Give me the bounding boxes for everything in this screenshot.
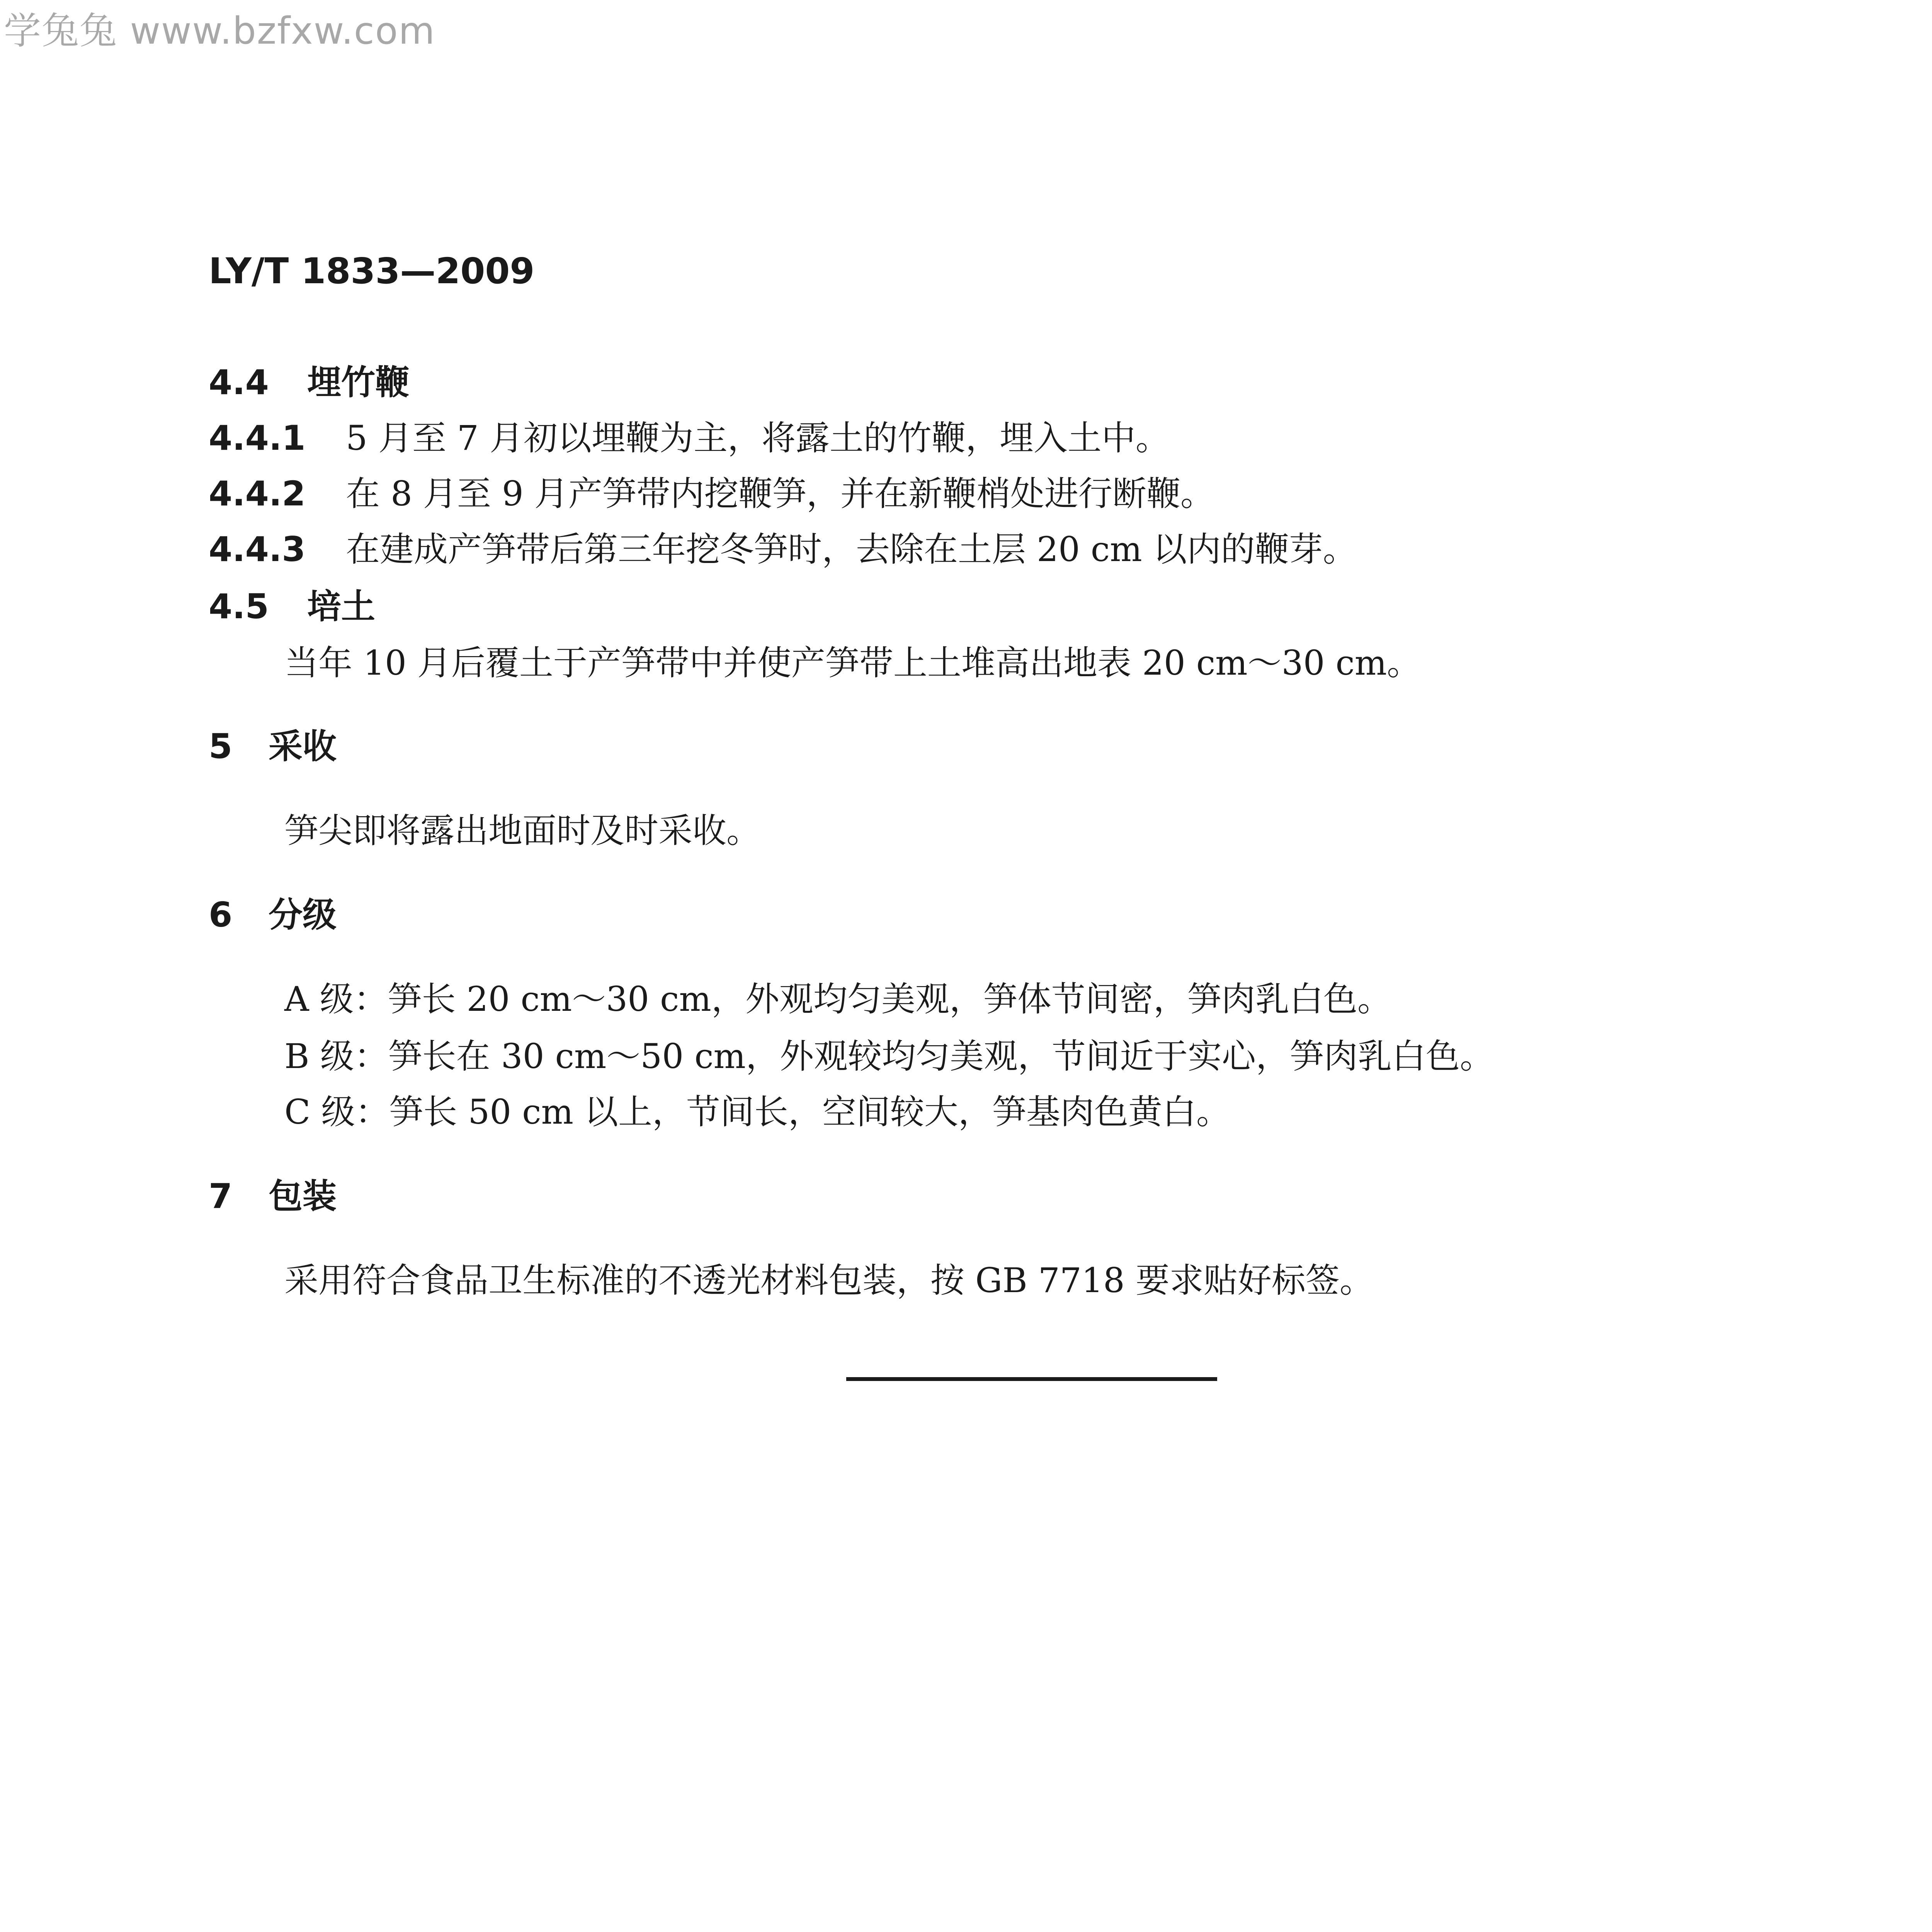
- clause-number: 4.4.3: [209, 529, 306, 569]
- section-number: 7: [209, 1176, 233, 1216]
- section-title: 埋竹鞭: [307, 362, 410, 402]
- grade-a: A 级：笋长 20 cm～30 cm，外观均匀美观，笋体节间密，笋肉乳白色。: [284, 979, 1391, 1019]
- clause-text: 在建成产笋带后第三年挖冬笋时，去除在土层 20 cm 以内的鞭芽。: [346, 529, 1357, 569]
- section-5-text: 笋尖即将露出地面时及时采收。: [284, 811, 761, 850]
- section-title: 培土: [307, 587, 376, 626]
- section-number: 6: [209, 895, 233, 935]
- watermark: 学兔兔 www.bzfxw.com: [4, 9, 435, 53]
- section-number: 4.5: [209, 587, 269, 626]
- section-6-heading: [209, 888, 337, 937]
- section-4-5-heading: [209, 580, 375, 628]
- grade-b: B 级：笋长在 30 cm～50 cm，外观较均匀美观，节间近于实心，笋肉乳白色。: [284, 1036, 1494, 1076]
- section-7-text: 采用符合食品卫生标准的不透光材料包装，按 GB 7718 要求贴好标签。: [284, 1260, 1374, 1300]
- section-4-4-heading: [209, 355, 409, 404]
- clause-4-4-1: [209, 411, 1170, 460]
- section-number: 5: [209, 726, 233, 766]
- clause-text: 5 月至 7 月初以埋鞭为主，将露土的竹鞭，埋入土中。: [346, 418, 1170, 458]
- standard-code: LY/T 1833—2009: [209, 250, 535, 292]
- section-number: 4.4: [209, 362, 269, 402]
- section-title: 采收: [269, 726, 337, 766]
- clause-number: 4.4.2: [209, 474, 306, 514]
- section-5-heading: [209, 719, 337, 768]
- section-7-heading: [209, 1169, 337, 1218]
- clause-4-4-3: [209, 522, 1357, 571]
- grade-c: C 级：笋长 50 cm 以上，节间长，空间较大，笋基肉色黄白。: [284, 1092, 1230, 1132]
- section-title: 包装: [269, 1176, 337, 1216]
- end-rule: [846, 1377, 1217, 1381]
- section-4-5-text: 当年 10 月后覆土于产笋带中并使产笋带上土堆高出地表 20 cm～30 cm。: [284, 643, 1421, 683]
- clause-text: 在 8 月至 9 月产笋带内挖鞭笋，并在新鞭梢处进行断鞭。: [346, 474, 1214, 514]
- clause-4-4-2: [209, 467, 1214, 515]
- clause-number: 4.4.1: [209, 418, 306, 458]
- section-title: 分级: [269, 895, 337, 935]
